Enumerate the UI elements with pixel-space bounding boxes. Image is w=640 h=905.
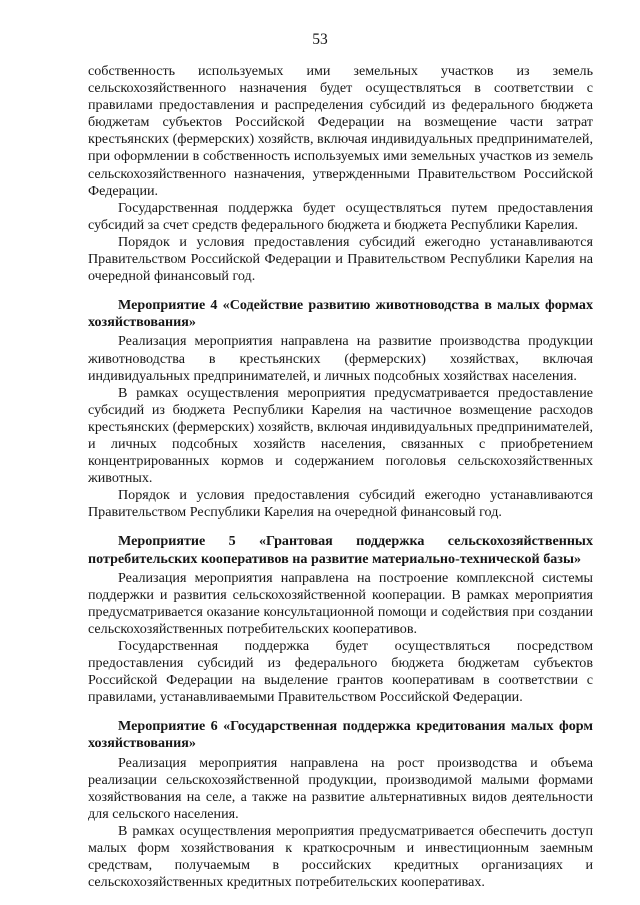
section-heading-measure-6: Мероприятие 6 «Государственная поддержка кредитования малых форм хозяйствования» [88, 718, 593, 752]
paragraph: Реализация мероприятия направлена на развитие производства продукции животноводства в крестьянских (фермерских) хозяйствах, включая индивидуальных предпринимателей, и личных подсобных хозяйствах населения. [88, 333, 593, 384]
paragraph: Реализация мероприятия направлена на рост производства и объема реализации сельскохозяйственной продукции, производимой малыми формами хозяйствования на селе, а также на развитие альтернативных видов деятельности для сельского населения. [88, 754, 593, 822]
section-heading-measure-4: Мероприятие 4 «Содействие развитию животноводства в малых формах хозяйствования» [88, 297, 593, 331]
paragraph: Государственная поддержка будет осуществляться путем предоставления субсидий за счет средств федерального бюджета и бюджета Республики Карелия. [88, 199, 593, 233]
paragraph-continuation: собственность используемых ими земельных участков из земель сельскохозяйственного назначения будет осуществляться в соответствии с правилами предоставления и распределения субсидий из федерального бюджета бюджетам субъектов Российской Федерации на возмещение части затрат крестьянских (фермерских) хозяйств, включая индивидуальных предпринимателей, при оформлении в собственность используемых ими земельных участков из земель сельскохозяйственного назначения, утвержденными Правительством Российской Федерации. [88, 63, 593, 199]
paragraph: Реализация мероприятия направлена на построение комплексной системы поддержки и развития сельскохозяйственной кооперации. В рамках мероприятия предусматривается оказание консультационной помощи и содействия при создании сельскохозяйственных потребительских кооперативов. [88, 569, 593, 637]
paragraph: Порядок и условия предоставления субсидий ежегодно устанавливаются Правительством Республики Карелия на очередной финансовый год. [88, 487, 593, 521]
section-heading-measure-5: Мероприятие 5 «Грантовая поддержка сельскохозяйственных потребительских кооперативов на развитие материально-технической базы» [88, 533, 593, 567]
paragraph: В рамках осуществления мероприятия предусматривается обеспечить доступ малых форм хозяйствования к краткосрочным и инвестиционным заемным средствам, получаемым в российских кредитных организациях и сельскохозяйственных кредитных потребительских кооперативах. [88, 822, 593, 891]
page-content [88, 63, 593, 891]
paragraph: В рамках осуществления мероприятия предусматривается предоставление субсидий из бюджета Республики Карелия на частичное возмещение расходов крестьянских (фермерских) хозяйств, включая индивидуальных предпринимателей, и личных подсобных хозяйств населения, связанных с приобретением концентрированных кормов и содержанием поголовья сельскохозяйственных животных. [88, 384, 593, 487]
paragraph: Государственная поддержка будет осуществляться посредством предоставления субсидий из федерального бюджета бюджетам субъектов Российской Федерации на выделение грантов кооперативам в соответствии с правилами, устанавливаемыми Правительством Российской Федерации. [88, 638, 593, 706]
paragraph: Порядок и условия предоставления субсидий ежегодно устанавливаются Правительством Российской Федерации и Правительством Республики Карелия на очередной финансовый год. [88, 233, 593, 285]
page-number: 53 [312, 31, 328, 48]
